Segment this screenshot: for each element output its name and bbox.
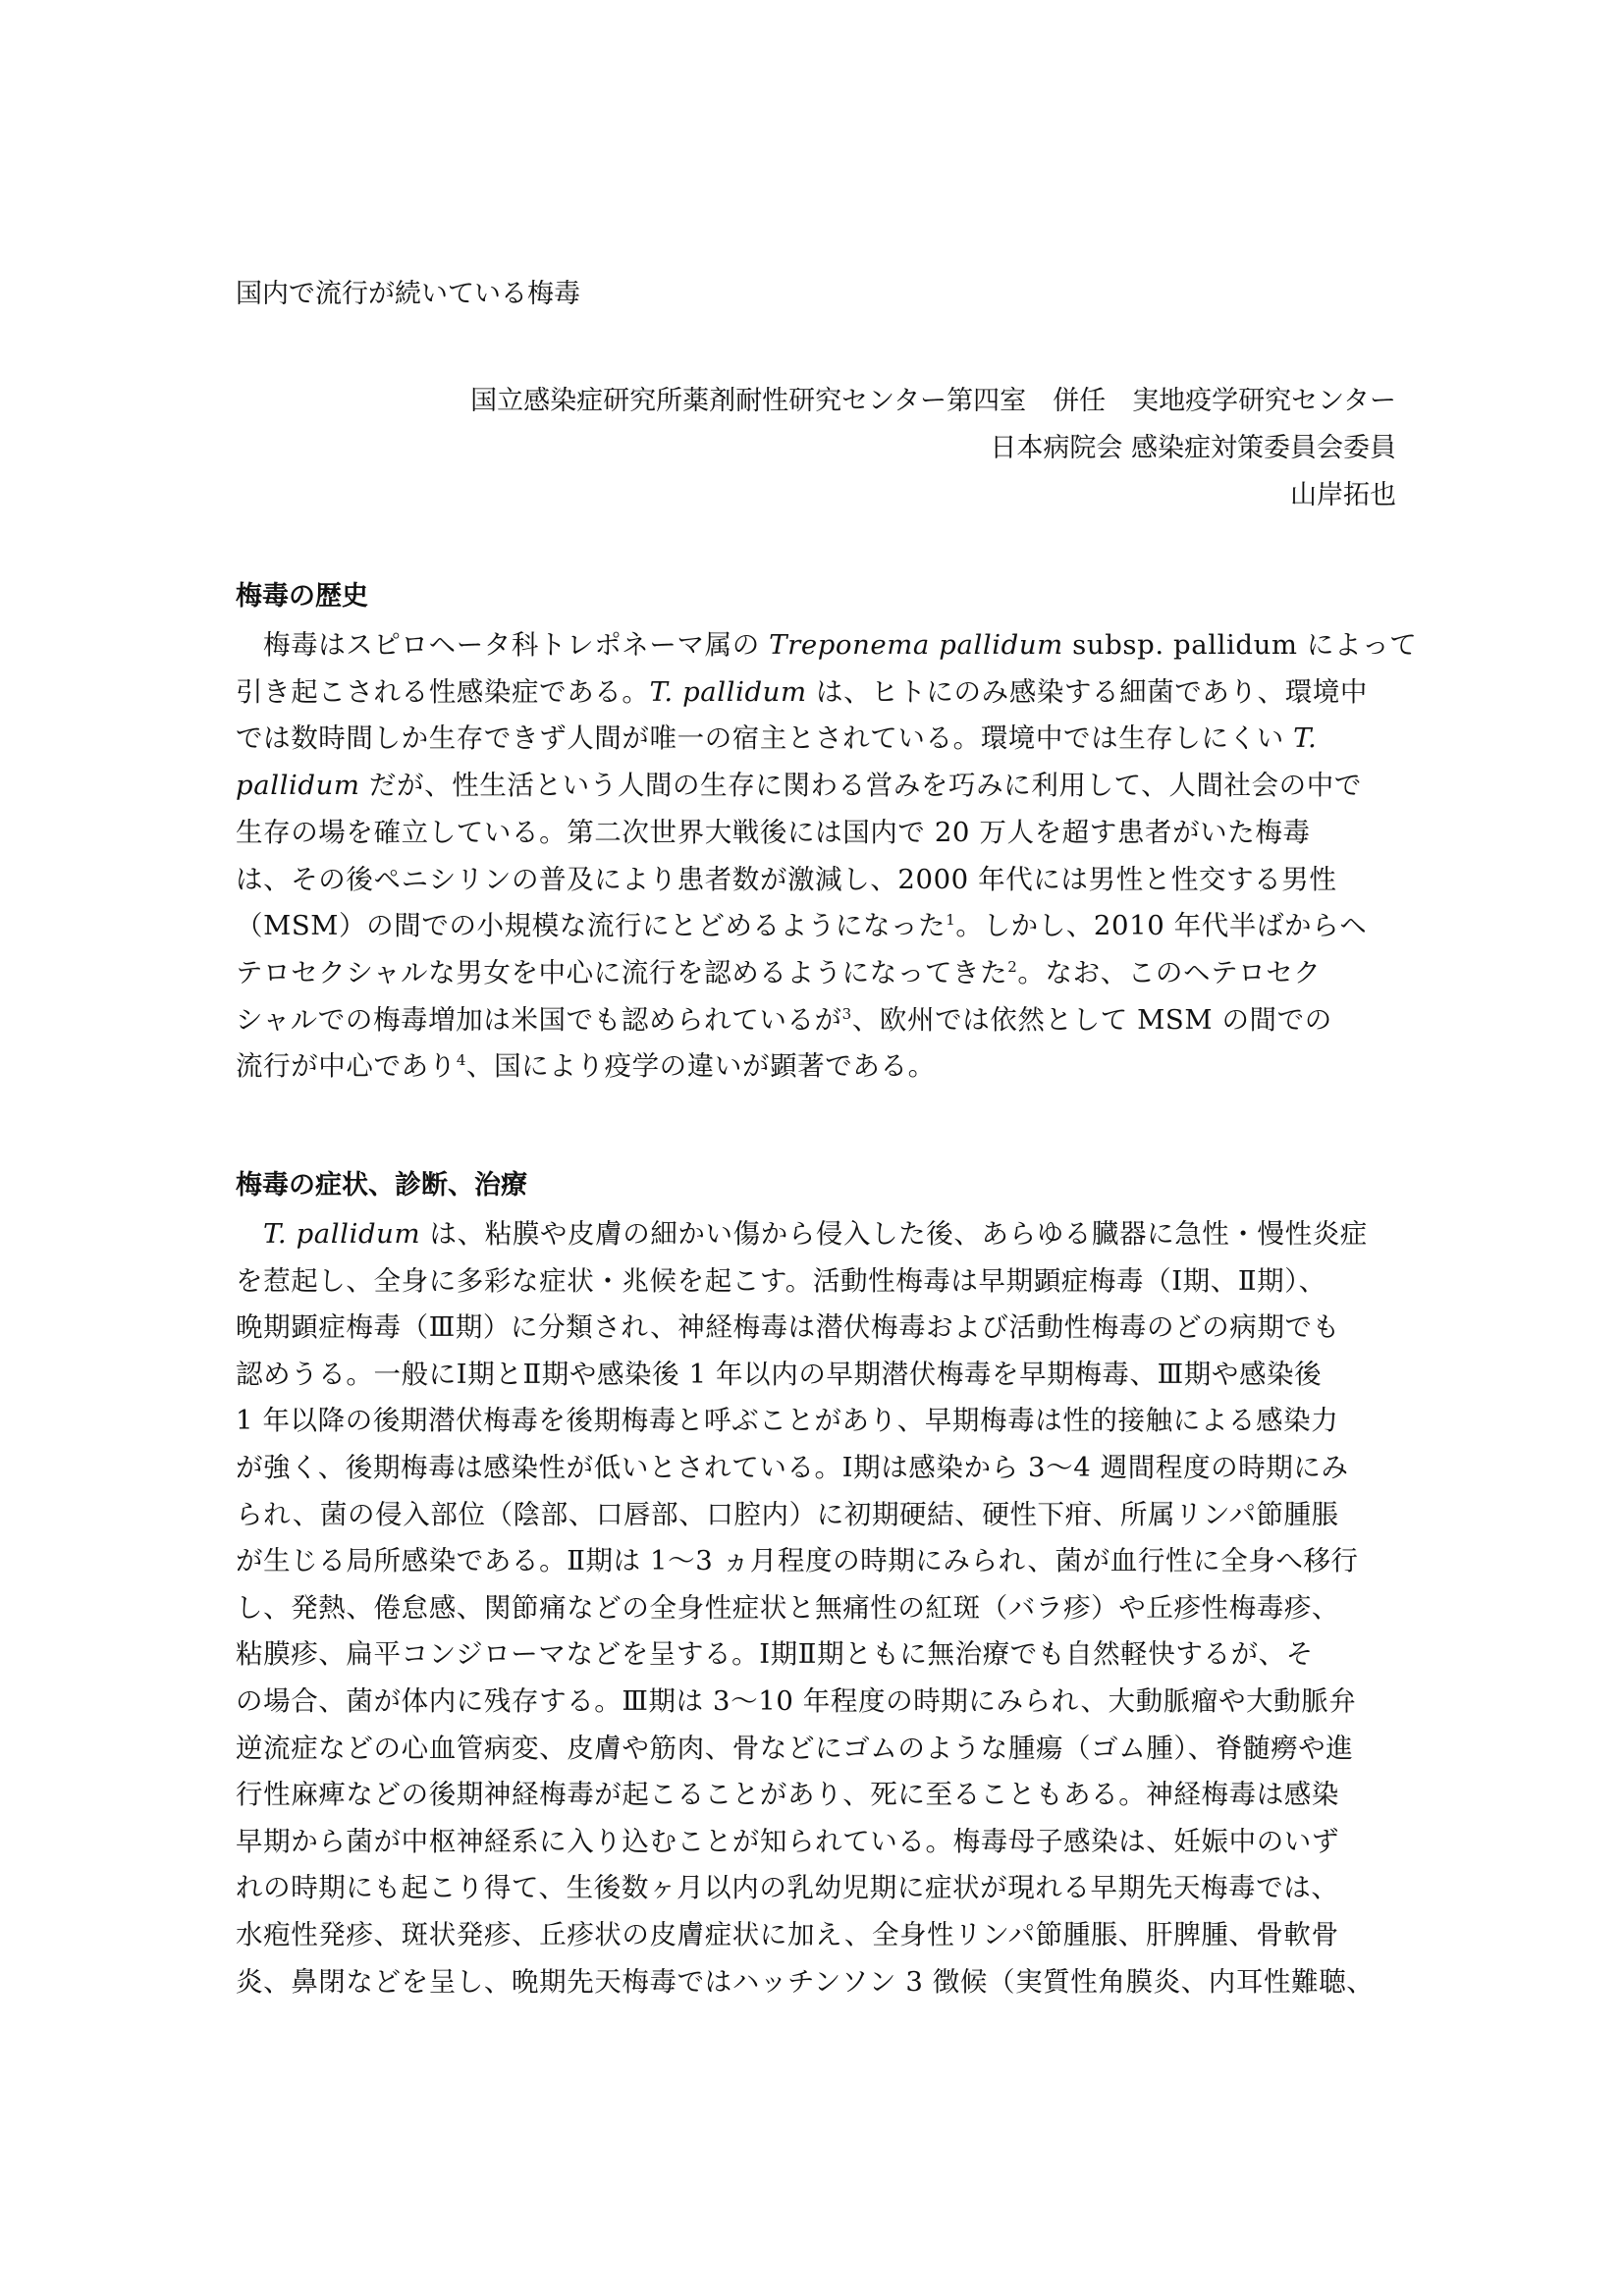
footnote-ref: 2 [1007, 957, 1018, 976]
document-title: 国内で流行が続いている梅毒 [236, 279, 580, 309]
text-line: 1 年以降の後期潜伏梅毒を後期梅毒と呼ぶことがあり、早期梅毒は性的接触による感染力 [236, 1405, 1339, 1437]
text-line: を惹起し、全身に多彩な症状・兆候を起こす。活動性梅毒は早期顕症梅毒（Ⅰ期、Ⅱ期）、 [236, 1264, 1326, 1297]
text-line: は、その後ペニシリンの普及により患者数が激減し、2000 年代には男性と性交する男性 [236, 863, 1337, 895]
text-line: では数時間しか生存できず人間が唯一の宿主とされている。環境中では生存しにくい T. [236, 722, 1318, 755]
section-heading-symptoms: 梅毒の症状、診断、治療 [236, 1170, 527, 1201]
footnote-ref: 4 [456, 1051, 466, 1070]
author-name: 山岸拓也 [1290, 480, 1396, 510]
text-line: pallidum だが、性生活という人間の生存に関わる営みを巧みに利用して、人間社会の中で [236, 770, 1362, 802]
text-line: シャルでの梅毒増加は米国でも認められているが$^3$、欧州では依然として MSM の間での [236, 1003, 1332, 1036]
text-line: 梅毒はスピロヘータ科トレポネーマ属の Treponema pallidum subsp. pallidum によって [263, 629, 1418, 661]
text-line: 認めうる。一般にⅠ期とⅡ期や感染後 1 年以内の早期潜伏梅毒を早期梅毒、Ⅲ期や感染後 [236, 1358, 1323, 1390]
text-line: T. pallidum は、粘膜や皮膚の細かい傷から侵入した後、あらゆる臓器に急性・慢性炎症 [263, 1218, 1368, 1250]
footnote-ref: 3 [841, 1004, 852, 1023]
text-line: 行性麻痺などの後期神経梅毒が起こることがあり、死に至ることもある。神経梅毒は感染 [236, 1779, 1339, 1811]
text-line: 炎、鼻閉などを呈し、晩期先天梅毒ではハッチンソン 3 徴候（実質性角膜炎、内耳性難聴、 [236, 1965, 1375, 1998]
affiliation-line: 国立感染症研究所薬剤耐性研究センター第四室 併任 実地疫学研究センター [470, 386, 1396, 416]
paragraph-history [236, 622, 1418, 1091]
text-line: の場合、菌が体内に残存する。Ⅲ期は 3～10 年程度の時期にみられ、大動脈瘤や大動脈弁 [236, 1684, 1357, 1717]
text-line: し、発熱、倦怠感、関節痛などの全身性症状と無痛性の紅斑（バラ疹）や丘疹性梅毒疹、 [236, 1591, 1339, 1624]
text-line: が強く、後期梅毒は感染性が低いとされている。Ⅰ期は感染から 3～4 週間程度の時期にみ [236, 1451, 1349, 1483]
text-line: テロセクシャルな男女を中心に流行を認めるようになってきた$^2$。なお、このヘテロセク [236, 956, 1322, 988]
text-line: 引き起こされる性感染症である。T. pallidum は、ヒトにのみ感染する細菌であり、環境中 [236, 675, 1369, 708]
text-line: が生じる局所感染である。Ⅱ期は 1～3 ヵ月程度の時期にみられ、菌が血行性に全身へ移行 [236, 1545, 1359, 1577]
affiliation-line: 日本病院会 感染症対策委員会委員 [990, 433, 1396, 463]
paragraph-symptoms [236, 1211, 1400, 2005]
footnote-ref: 1 [946, 911, 956, 930]
text-line: られ、菌の侵入部位（陰部、口唇部、口腔内）に初期硬結、硬性下疳、所属リンパ節腫脹 [236, 1498, 1339, 1530]
author-affiliation-block [218, 378, 1396, 519]
text-line: 早期から菌が中枢神経系に入り込むことが知られている。梅毒母子感染は、妊娠中のいず [236, 1825, 1339, 1857]
text-line: （MSM）の間での小規模な流行にとどめるようになった$^1$。しかし、2010 年代半ばからヘ [236, 910, 1368, 942]
section-heading-history: 梅毒の歴史 [236, 581, 368, 612]
text-line: 水疱性発疹、斑状発疹、丘疹状の皮膚症状に加え、全身性リンパ節腫脹、肝脾腫、骨軟骨 [236, 1918, 1339, 1950]
text-line: 晩期顕症梅毒（Ⅲ期）に分類され、神経梅毒は潜伏梅毒および活動性梅毒のどの病期でも [236, 1311, 1340, 1344]
text-line: 逆流症などの心血管病変、皮膚や筋肉、骨などにゴムのような腫瘍（ゴム腫）、脊髄癆や進 [236, 1732, 1354, 1764]
text-line: 流行が中心であり$^4$、国により疫学の違いが顕著である。 [236, 1050, 936, 1083]
text-line: 生存の場を確立している。第二次世界大戦後には国内で 20 万人を超す患者がいた梅毒 [236, 816, 1311, 848]
text-line: れの時期にも起こり得て、生後数ヶ月以内の乳幼児期に症状が現れる早期先天梅毒では、 [236, 1872, 1339, 1904]
text-line: 粘膜疹、扁平コンジローマなどを呈する。Ⅰ期Ⅱ期ともに無治療でも自然軽快するが、そ [236, 1638, 1314, 1671]
